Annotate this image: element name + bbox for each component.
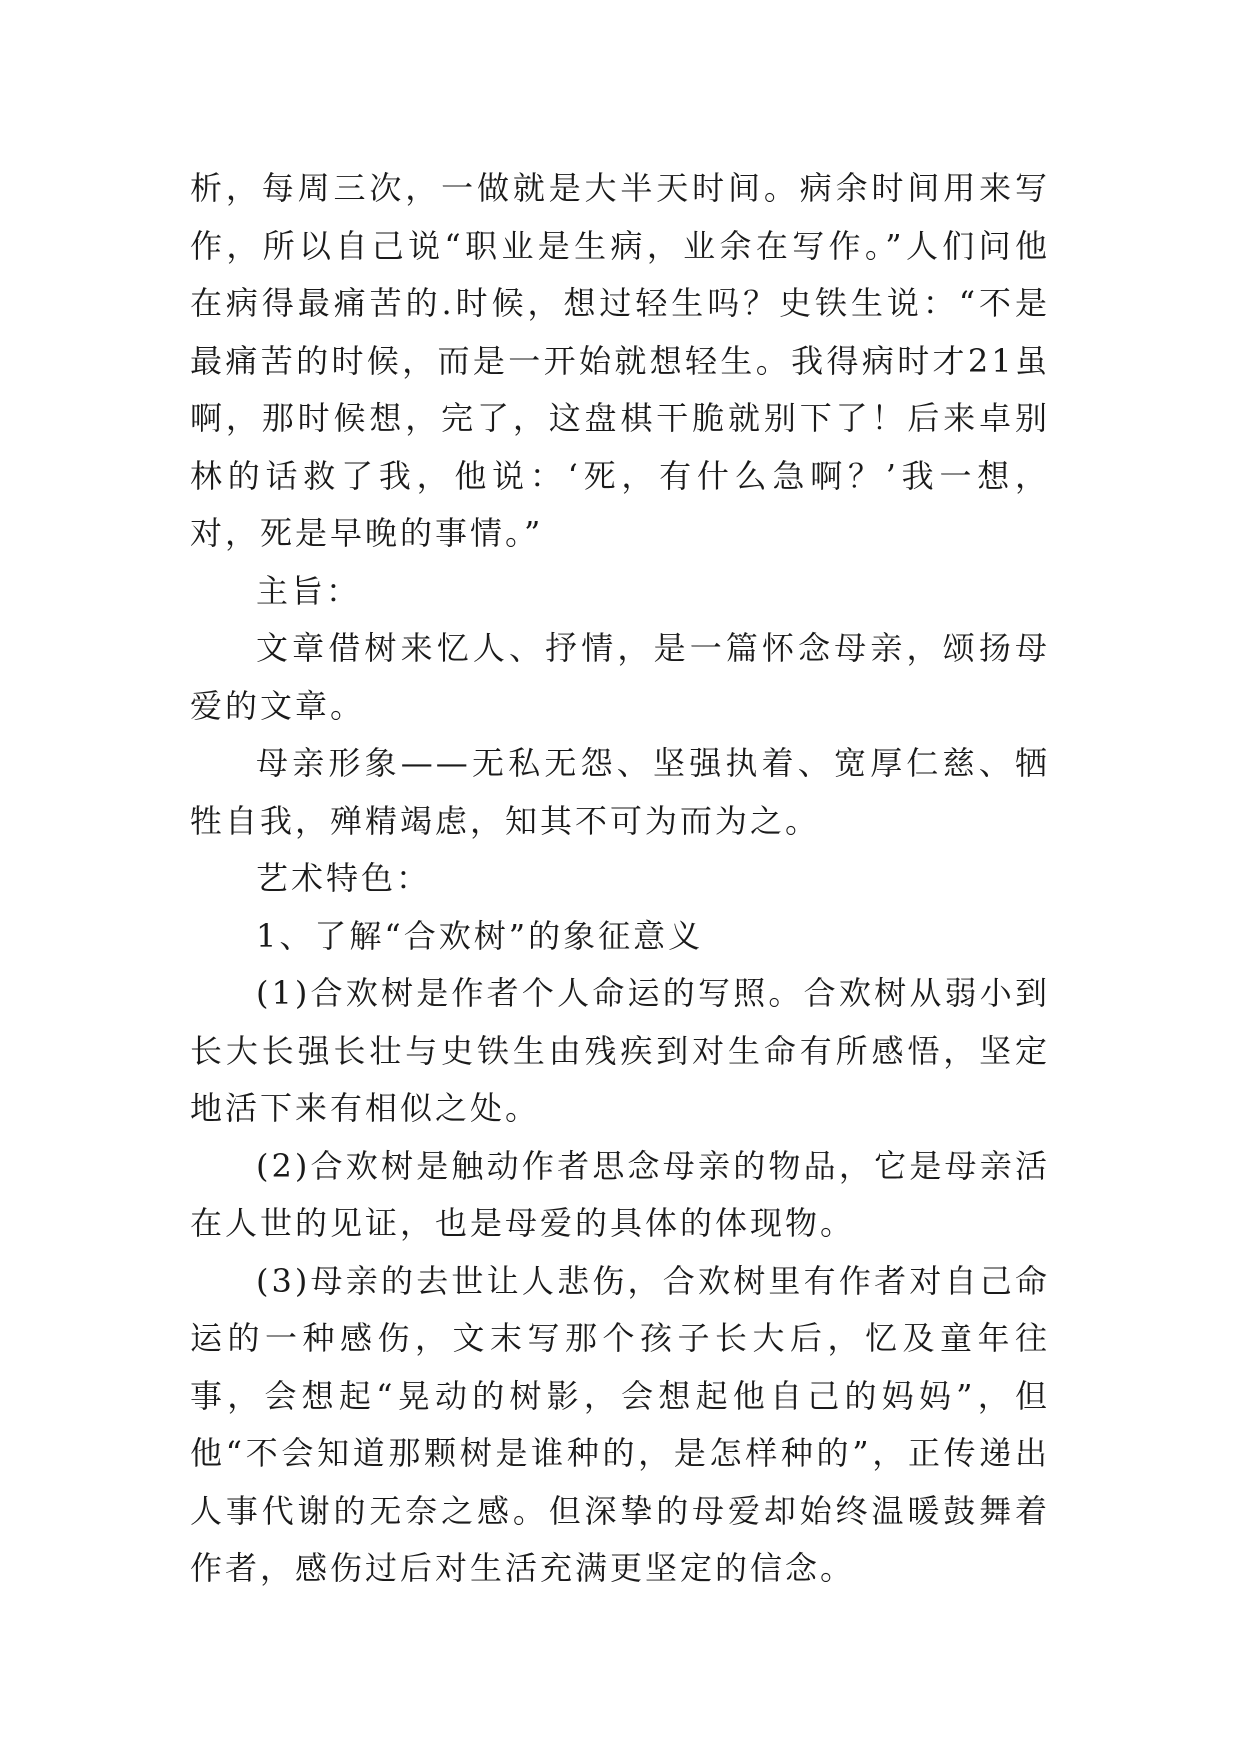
heading-artistic-features: 艺术特色： — [256, 859, 432, 897]
paragraph-point-2: (2)合欢树是触动作者思念母亲的物品，它是母亲活在人世的见证，也是母爱的具体的体现物。 — [190, 1146, 1050, 1242]
paragraph-theme: 文章借树来忆人、抒情，是一篇怀念母亲，颂扬母爱的文章。 — [190, 629, 1050, 725]
paragraph-mother-image: 母亲形象——无私无怨、坚强执着、宽厚仁慈、牺牲自我，殚精竭虑，知其不可为而为之。 — [190, 744, 1050, 840]
document-page — [190, 160, 1050, 1598]
paragraph-point-1: (1)合欢树是作者个人命运的写照。合欢树从弱小到长大长强长壮与史铁生由残疾到对生命有所感悟，坚定地活下来有相似之处。 — [190, 974, 1050, 1127]
heading-theme: 主旨： — [256, 571, 362, 610]
subheading-symbolism: 1、了解“合欢树”的象征意义 — [256, 916, 704, 955]
paragraph-point-3: (3)母亲的去世让人悲伤，合欢树里有作者对自己命运的一种感伤，文末写那个孩子长大后，忆及童年往事，会想起“晃动的树影，会想起他自己的妈妈”，但他“不会知道那颗树是谁种的，是怎样种的”，正传递出人事代谢的无奈之感。但深挚的母爱却始终温暖鼓舞着作者，感伤过后对生活充满更坚定的信念。 — [190, 1261, 1050, 1587]
paragraph-continuation: 析，每周三次，一做就是大半天时间。病余时间用来写作，所以自己说“职业是生病，业余在写作。”人们问他在病得最痛苦的.时候，想过轻生吗？史铁生说：“不是最痛苦的时候，而是一开始就想轻生。我得病时才21虽啊，那时候想，完了，这盘棋干脆就别下了！后来卓别林的话救了我，他说：‘死，有什么急啊？’我一想，对，死是早晚的事情。” — [190, 169, 1050, 552]
